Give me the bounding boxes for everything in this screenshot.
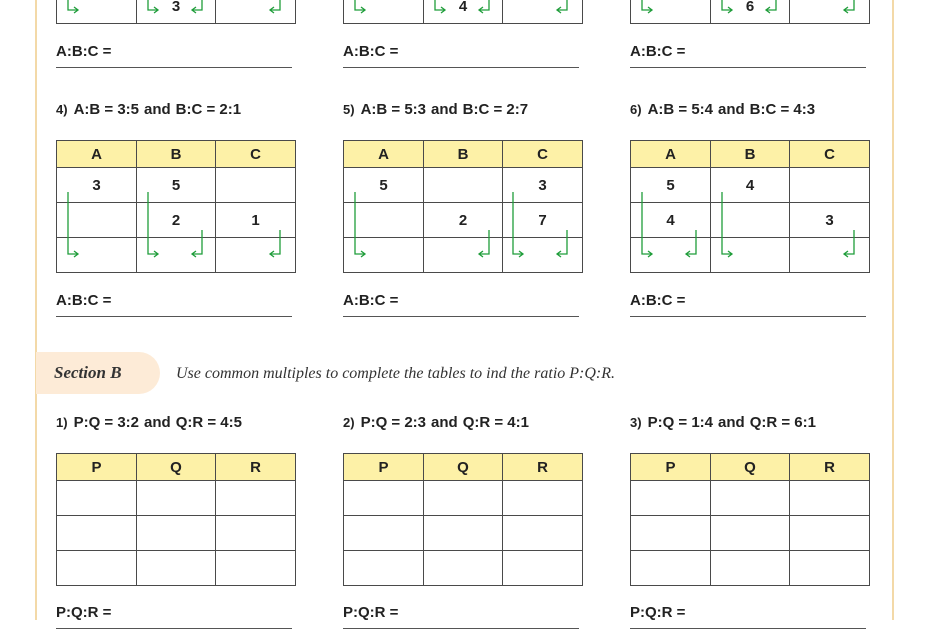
column-header: B: [424, 141, 503, 168]
table-cell[interactable]: [424, 516, 503, 551]
arrow-overlay-a6: [630, 190, 870, 265]
table-cell[interactable]: [631, 481, 711, 516]
table-cell[interactable]: [631, 516, 711, 551]
table-cell[interactable]: 6: [711, 0, 790, 24]
column-header: P: [344, 454, 424, 481]
ratio-left: P:Q = 3:2: [73, 414, 140, 431]
column-header: A: [631, 141, 711, 168]
column-header: B: [711, 141, 790, 168]
table-cell[interactable]: 4: [631, 203, 711, 238]
conjunction: and: [144, 414, 171, 431]
problem-number: 2): [343, 415, 355, 430]
table-cell[interactable]: [711, 481, 790, 516]
table-cell[interactable]: [216, 516, 296, 551]
answer-line-a5[interactable]: A:B:C =: [343, 292, 579, 317]
arrow-overlay-a5: [343, 190, 583, 265]
column-header: Q: [137, 454, 216, 481]
table-cell[interactable]: 4: [424, 0, 503, 24]
ratio-table-b1: [56, 453, 296, 586]
down-right-arrow-icon: [355, 192, 365, 254]
column-header: R: [790, 454, 870, 481]
problem-b1-statement: [56, 414, 242, 431]
section-b-instruction: Use common multiples to complete the tables to ind the ratio P:Q:R.: [176, 365, 616, 382]
down-left-arrow-icon: [557, 230, 567, 254]
answer-line-b1[interactable]: P:Q:R =: [56, 604, 292, 629]
table-cell[interactable]: [424, 551, 503, 586]
table-cell[interactable]: [790, 481, 870, 516]
ratio-table-b3: [630, 453, 870, 586]
column-header: Q: [711, 454, 790, 481]
table-cell[interactable]: [137, 551, 216, 586]
column-header: Q: [424, 454, 503, 481]
table-cell[interactable]: 5: [344, 168, 424, 203]
table-cell[interactable]: [344, 551, 424, 586]
down-left-arrow-icon: [686, 230, 696, 254]
down-right-arrow-icon: [722, 192, 732, 254]
ratio-left: P:Q = 1:4: [647, 414, 714, 431]
table-cell[interactable]: [631, 551, 711, 586]
ratio-table-b2: [343, 453, 583, 586]
table-cell[interactable]: [503, 481, 583, 516]
arrow-overlay-a2: [343, 0, 583, 22]
ratio-left: A:B = 5:4: [647, 101, 713, 118]
table-cell[interactable]: [503, 516, 583, 551]
problem-a6-statement: [630, 101, 815, 118]
table-cell[interactable]: 5: [631, 168, 711, 203]
problem-b2-statement: [343, 414, 529, 431]
answer-line-a2[interactable]: A:B:C =: [343, 43, 579, 68]
column-header: C: [216, 141, 296, 168]
answer-line-a4[interactable]: A:B:C =: [56, 292, 292, 317]
column-header: R: [216, 454, 296, 481]
answer-line-a3[interactable]: A:B:C =: [630, 43, 866, 68]
problem-number: 6): [630, 102, 642, 117]
ratio-left: P:Q = 2:3: [360, 414, 427, 431]
table-cell[interactable]: [790, 516, 870, 551]
column-header: A: [344, 141, 424, 168]
table-cell[interactable]: [711, 516, 790, 551]
down-right-arrow-icon: [642, 192, 652, 254]
answer-line-a1[interactable]: A:B:C =: [56, 43, 292, 68]
problem-number: 5): [343, 102, 355, 117]
down-left-arrow-icon: [270, 230, 280, 254]
ratio-right: B:C = 4:3: [749, 101, 816, 118]
column-header: C: [503, 141, 583, 168]
down-left-arrow-icon: [844, 230, 854, 254]
table-cell[interactable]: 3: [503, 168, 583, 203]
conjunction: and: [718, 101, 745, 118]
down-left-arrow-icon: [192, 230, 202, 254]
table-cell[interactable]: [216, 551, 296, 586]
arrow-overlay-a1: [56, 0, 296, 22]
down-right-arrow-icon: [68, 192, 78, 254]
table-cell[interactable]: [216, 481, 296, 516]
ratio-right: Q:R = 6:1: [749, 414, 816, 431]
answer-line-a6[interactable]: A:B:C =: [630, 292, 866, 317]
table-cell[interactable]: [344, 481, 424, 516]
problem-a4-statement: [56, 101, 241, 118]
ratio-right: Q:R = 4:5: [175, 414, 242, 431]
conjunction: and: [431, 414, 458, 431]
table-cell[interactable]: 1: [216, 203, 296, 238]
problem-number: 3): [630, 415, 642, 430]
table-cell[interactable]: [344, 516, 424, 551]
problem-a5-statement: [343, 101, 528, 118]
down-right-arrow-icon: [148, 192, 158, 254]
table-cell[interactable]: [57, 551, 137, 586]
column-header: R: [503, 454, 583, 481]
column-header: A: [57, 141, 137, 168]
table-cell[interactable]: [711, 551, 790, 586]
table-cell[interactable]: [57, 481, 137, 516]
section-b-label: Section B: [54, 363, 122, 382]
table-cell[interactable]: 3: [137, 0, 216, 24]
table-cell[interactable]: [503, 551, 583, 586]
table-cell[interactable]: 3: [57, 168, 137, 203]
ratio-right: Q:R = 4:1: [462, 414, 529, 431]
table-cell[interactable]: [790, 551, 870, 586]
conjunction: and: [718, 414, 745, 431]
column-header: B: [137, 141, 216, 168]
conjunction: and: [144, 101, 171, 118]
ratio-left: A:B = 3:5: [73, 101, 139, 118]
table-cell[interactable]: [424, 481, 503, 516]
problem-number: 1): [56, 415, 68, 430]
ratio-right: B:C = 2:7: [462, 101, 529, 118]
section-b-badge: [36, 352, 160, 394]
table-cell[interactable]: 3: [790, 203, 870, 238]
table-cell[interactable]: [137, 516, 216, 551]
column-header: P: [631, 454, 711, 481]
column-header: P: [57, 454, 137, 481]
arrow-overlay-a4: [56, 190, 296, 265]
ratio-right: B:C = 2:1: [175, 101, 242, 118]
column-header: C: [790, 141, 870, 168]
table-cell[interactable]: 2: [424, 203, 503, 238]
table-cell[interactable]: [137, 481, 216, 516]
answer-line-b2[interactable]: P:Q:R =: [343, 604, 579, 629]
arrow-overlay-a3: [630, 0, 870, 22]
table-cell[interactable]: 4: [711, 168, 790, 203]
problem-number: 4): [56, 102, 68, 117]
down-left-arrow-icon: [479, 230, 489, 254]
ratio-left: A:B = 5:3: [360, 101, 426, 118]
table-cell[interactable]: 2: [137, 203, 216, 238]
table-cell[interactable]: 5: [137, 168, 216, 203]
answer-line-b3[interactable]: P:Q:R =: [630, 604, 866, 629]
problem-b3-statement: [630, 414, 816, 431]
conjunction: and: [431, 101, 458, 118]
table-cell[interactable]: 7: [503, 203, 583, 238]
table-cell[interactable]: [57, 516, 137, 551]
down-right-arrow-icon: [513, 192, 523, 254]
